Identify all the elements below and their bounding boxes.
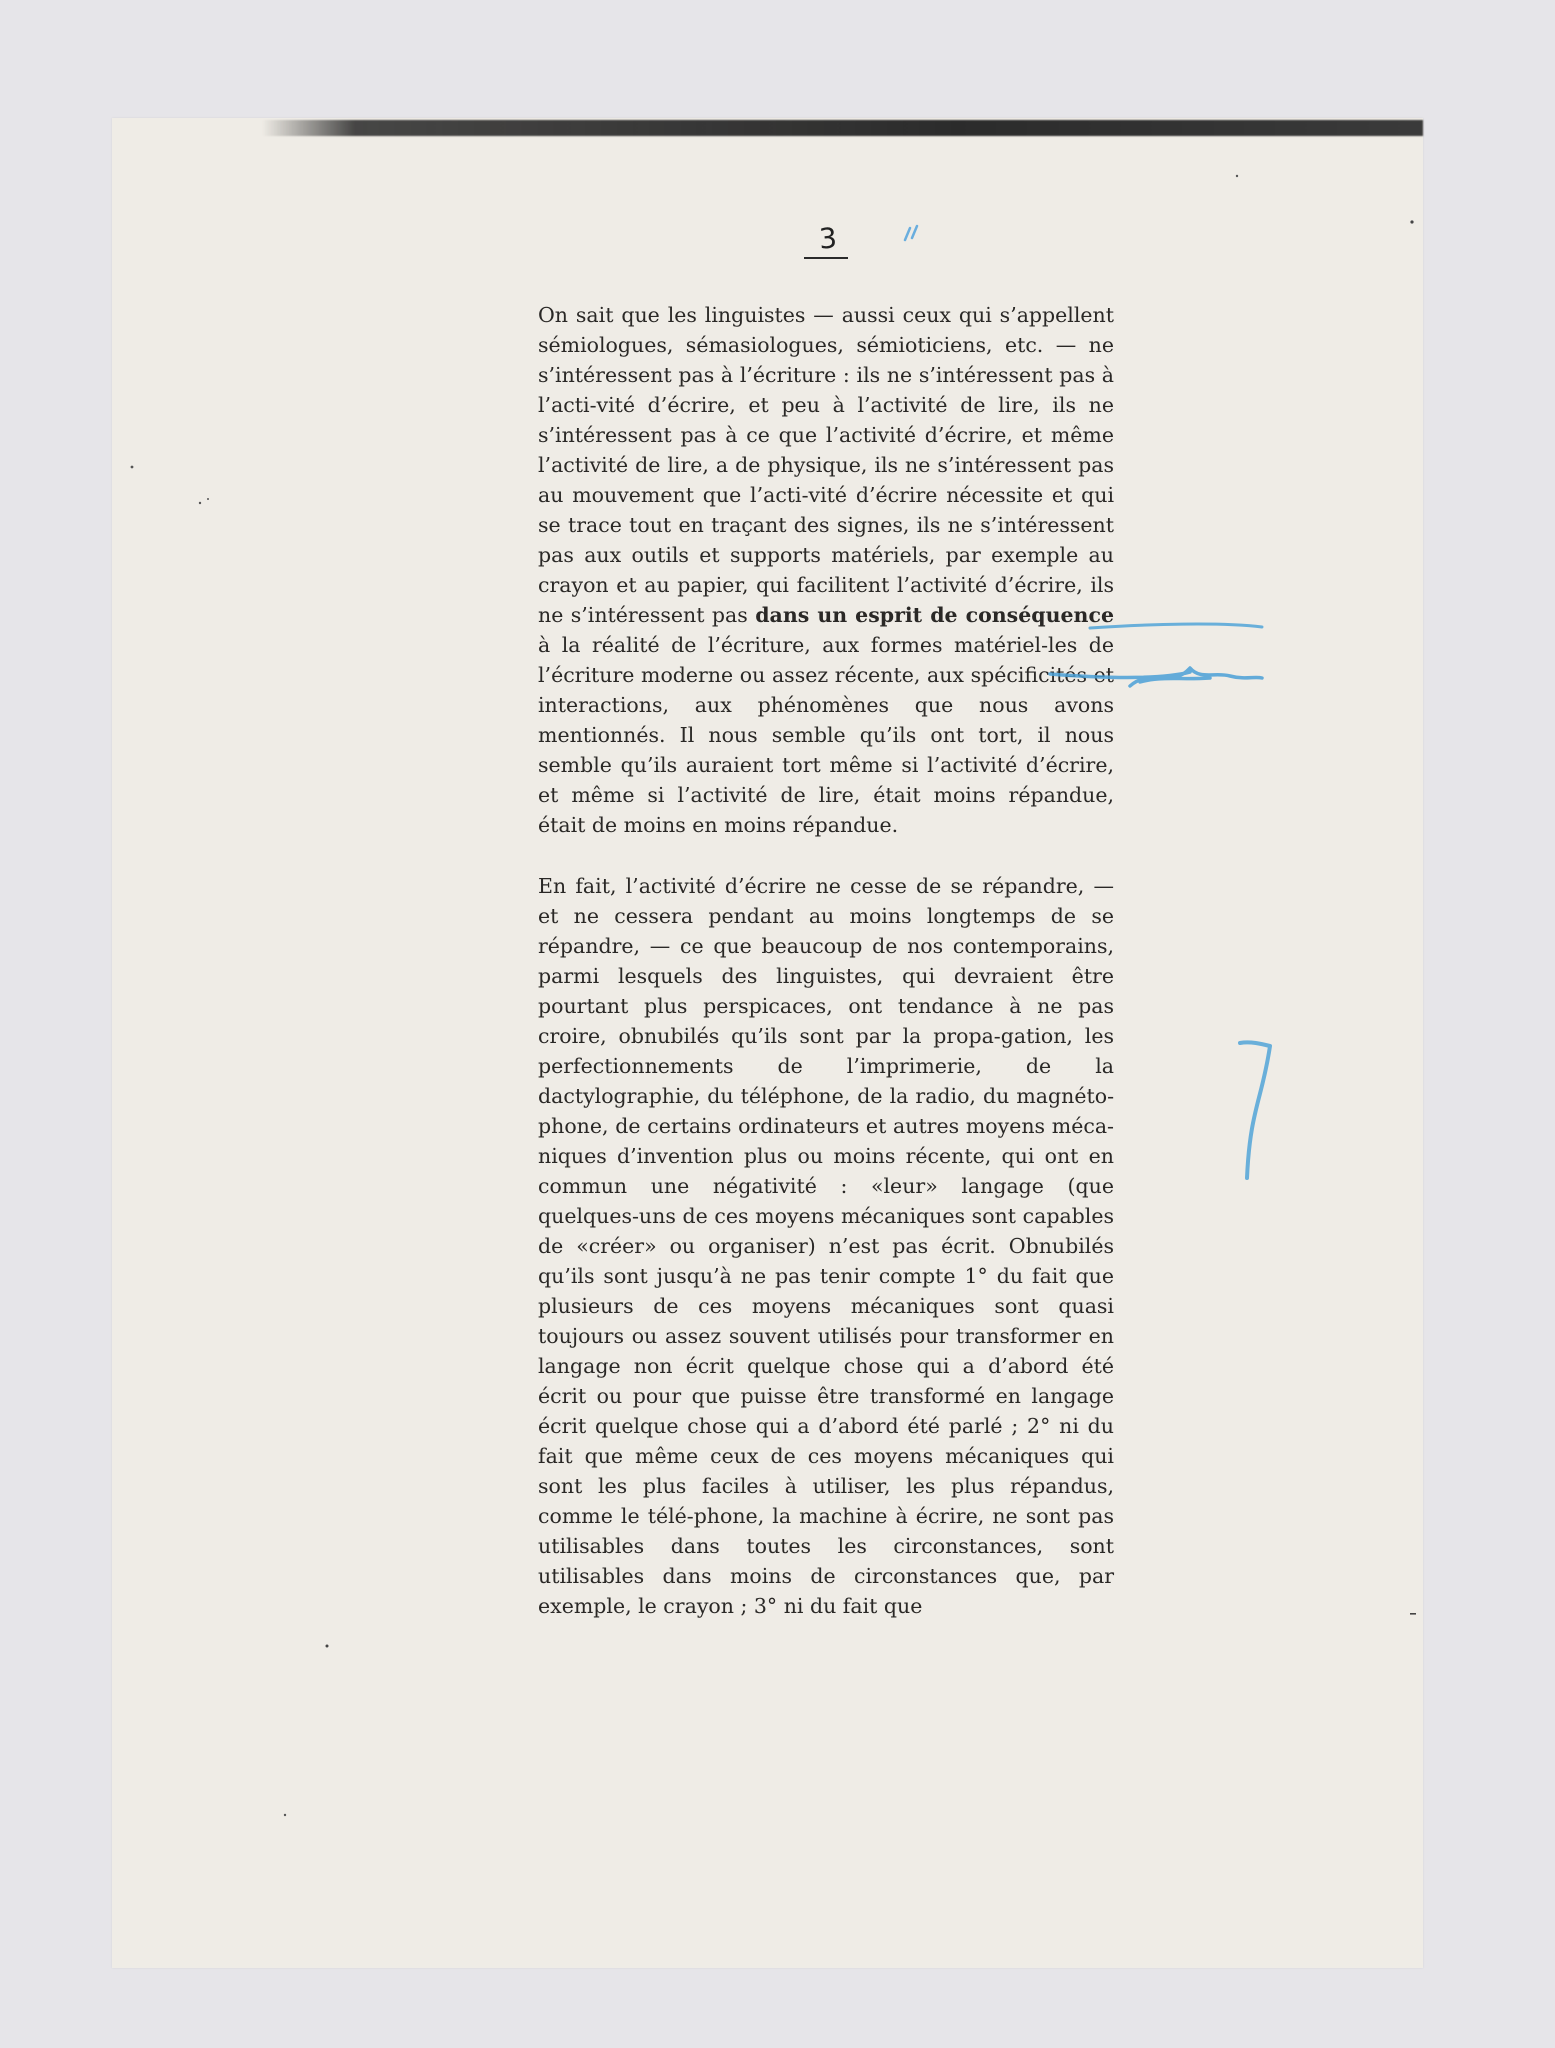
body-text (538, 300, 1114, 1621)
page-number: 3 (817, 221, 839, 256)
paragraph-1-bold-phrase: dans un esprit de conséquence (755, 603, 1114, 627)
page-number-underline (804, 257, 848, 259)
paragraph-2 (538, 871, 1114, 1621)
paragraph-1 (538, 300, 1114, 840)
paragraph-1-run-2: à la réalité de l’écriture, aux formes matériel-les de l’écriture moderne ou assez récente, aux spécificités et interactions, aux phénomènes que nous avons mentionnés. Il nous semble qu’ils ont tort, il nous semble qu’ils auraient tort même si l’activité d’écrire, et même si l’activité de lire, était moins répandue, était de moins en moins répandue. (538, 633, 1114, 837)
paragraph-2-run-1: En fait, l’activité d’écrire ne cesse de se répandre, — et ne cessera pendant au moins longtemps de se répandre, — ce que beaucoup de nos contemporains, parmi lesquels des linguistes, qui devraient être pourtant plus perspicaces, ont tendance à ne pas croire, obnubilés qu’ils sont par la propa-gation, les perfectionnements de l’imprimerie, de la dactylographie, du téléphone, de la radio, du magnéto-phone, de certains ordinateurs et autres moyens méca-niques d’invention plus ou moins récente, qui ont en commun une négativité : «leur» langage (que quelques-uns de ces moyens mécaniques sont capables de «créer» ou organiser) n’est pas écrit. Obnubilés qu’ils sont jusqu’à ne pas tenir compte 1° du fait que plusieurs de ces moyens mécaniques sont quasi toujours ou assez souvent utilisés pour transformer en langage non écrit quelque chose qui a d’abord été écrit ou pour que puisse être transformé en langage écrit quelque chose qui a d’abord été parlé ; 2° ni du fait que même ceux de ces moyens mécaniques qui sont les plus faciles à utiliser, les plus répandus, comme le télé-phone, la machine à écrire, ne sont pas utilisables dans toutes les circonstances, sont utilisables dans moins de circonstances que, par exemple, le crayon ; 3° ni du fait que (538, 874, 1114, 1618)
paragraph-1-run-1: On sait que les linguistes — aussi ceux qui s’appellent sémiologues, sémasiologues, sémioticiens, etc. — ne s’intéressent pas à l’écriture : ils ne s’intéressent pas à l’acti-vité d’écrire, et peu à l’activité de lire, ils ne s’intéressent pas à ce que l’activité d’écrire, et même l’activité de lire, a de physique, ils ne s’intéressent pas au mouvement que l’acti-vité d’écrire nécessite et qui se trace tout en traçant des signes, ils ne s’intéressent pas aux outils et supports matériels, par exemple au crayon et au papier, qui facilitent l’activité d’écrire, ils ne s’intéressent pas (538, 303, 1114, 627)
paper-top-shadow (262, 120, 1423, 136)
